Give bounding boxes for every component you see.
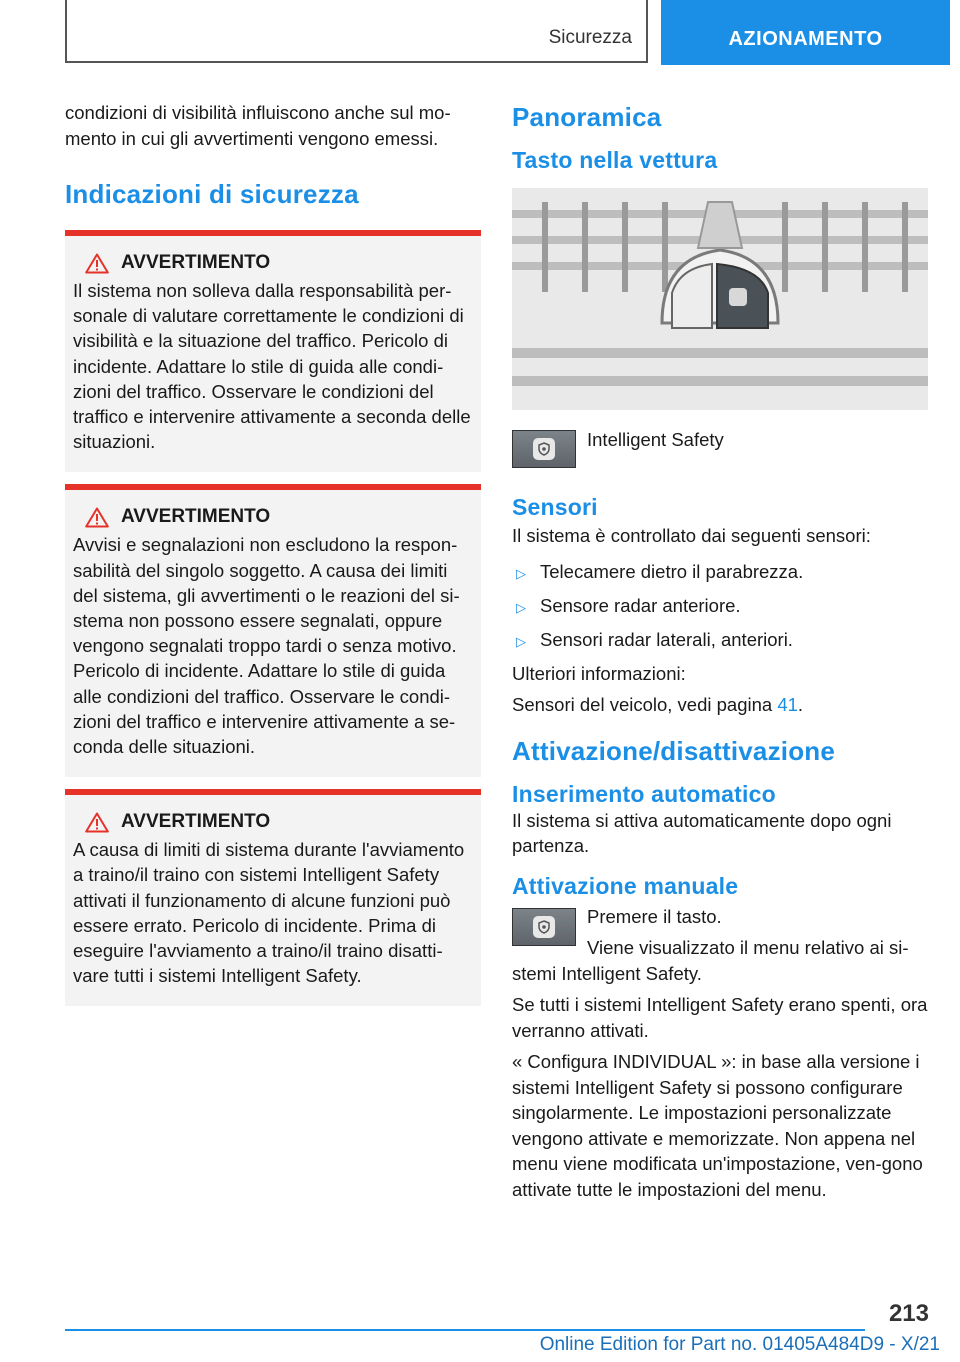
triangle-bullet-icon: ▷	[516, 633, 526, 649]
activation-heading: Attivazione/disattivazione	[512, 735, 836, 766]
footer-edition: Online Edition for Part no. 01405A484D9 - X/21	[539, 1334, 940, 1355]
auto-text: Il sistema si attiva automaticamente dopo ogni partenza.	[512, 809, 892, 856]
sensors-list	[512, 559, 930, 654]
button-heading: Tasto nella vettura	[512, 147, 718, 173]
button-caption: Intelligent Safety	[587, 429, 724, 450]
page-link[interactable]: 41	[777, 694, 798, 715]
warning-text: A causa di limiti di sistema durante l'avviamento a traino/il traino con sistemi Intelligent Safety attivati il funzionamento di alcune funzioni può essere errato. Pericolo di incidente. Prima di eseguire l'avviamento a traino/il traino disatti-vare tutti i sistemi Intelligent Safety.	[73, 839, 465, 987]
paragraph-all-off: Se tutti i sistemi Intelligent Safety erano spenti, ora verranno attivati.	[512, 994, 928, 1041]
see-page-text: Sensori del veicolo, vedi pagina	[512, 694, 773, 715]
triangle-bullet-icon: ▷	[516, 599, 526, 615]
manual-step: Premere il tasto.	[587, 905, 722, 927]
manual-text: Viene visualizzato il menu relativo ai si-stemi Intelligent Safety.	[512, 937, 909, 984]
header-chapter-tab[interactable]	[661, 0, 950, 65]
sensors-heading: Sensori	[512, 494, 598, 520]
header-section-label: Sicurezza	[548, 26, 632, 48]
sensors-intro: Il sistema è controllato dai seguenti sensori:	[512, 525, 871, 546]
sensor-item-text: Sensori radar laterali, anteriori.	[540, 628, 793, 650]
warning-triangle-icon	[73, 507, 119, 528]
see-page-reference	[512, 692, 930, 718]
warning-triangle-icon	[73, 812, 119, 833]
page-number: 213	[888, 1300, 929, 1327]
list-item	[512, 559, 930, 586]
manual-step-block	[512, 904, 930, 987]
list-item	[512, 593, 930, 620]
triangle-bullet-icon: ▷	[516, 565, 526, 581]
sensor-item-text: Sensore radar anteriore.	[540, 594, 741, 616]
warning-box-3	[65, 789, 481, 1006]
intro-paragraph: condizioni di visibilità influiscono anche sul mo-mento in cui gli avvertimenti vengono emessi.	[65, 102, 451, 149]
button-caption-row	[512, 430, 930, 468]
warning-title-row	[73, 252, 473, 274]
warning-text: Il sistema non solleva dalla responsabilità per-sonale di valutare correttamente le condizioni di visibilità e la situazione del traffico. Pericolo di incidente. Adattare lo stile di guida alle condi-zioni del traffico. Osservare le condizioni del traffico e intervenire attivamente a seconda delle situazioni.	[73, 280, 471, 453]
more-info: Ulteriori informazioni:	[512, 662, 686, 684]
safety-heading: Indicazioni di sicurezza	[65, 179, 359, 209]
manual-heading: Attivazione manuale	[512, 872, 739, 899]
intelligent-safety-icon	[512, 430, 576, 468]
warning-title-row	[73, 811, 473, 833]
warning-title: AVVERTIMENTO	[121, 506, 271, 528]
car-button-photo	[512, 188, 928, 410]
see-page-dot: .	[797, 694, 804, 715]
warning-title: AVVERTIMENTO	[121, 252, 271, 273]
footer-divider	[65, 1329, 865, 1331]
left-column	[65, 100, 481, 1006]
warning-title: AVVERTIMENTO	[121, 811, 271, 833]
warning-box-2	[65, 484, 481, 777]
overview-heading: Panoramica	[512, 102, 662, 132]
warning-title-row	[73, 506, 473, 528]
header-section	[65, 0, 648, 63]
warning-box-1	[65, 230, 481, 472]
list-item	[512, 627, 930, 654]
auto-heading: Inserimento automatico	[512, 780, 776, 807]
intelligent-safety-icon	[512, 908, 576, 946]
right-column	[512, 100, 930, 1208]
paragraph-individual: « Configura INDIVIDUAL »: in base alla versione i sistemi Intelligent Safety si possono configurare singolarmente. Le impostazioni personalizzate vengono attivate e memorizzate. Non appena nel menu viene modificata un'impostazione, ven-gono attivate tutte le impostazioni del menu.	[512, 1051, 923, 1200]
warning-text: Avvisi e segnalazioni non escludono la respon-sabilità del singolo soggetto. A causa dei limiti del sistema, gli avvertimenti o le reazioni del si-stema non possono essere segnalati, oppure vengono segnalati troppo tardi o senza motivo. Pericolo di incidente. Adattare lo stile di guida alle condizioni del traffico. Osservare le condi-zioni del traffico e intervenire attivamente a se-conda delle situazioni.	[73, 534, 460, 758]
sensor-item-text: Telecamere dietro il parabrezza.	[540, 560, 804, 582]
warning-triangle-icon	[73, 253, 119, 274]
header-chapter-label: AZIONAMENTO	[728, 28, 883, 50]
